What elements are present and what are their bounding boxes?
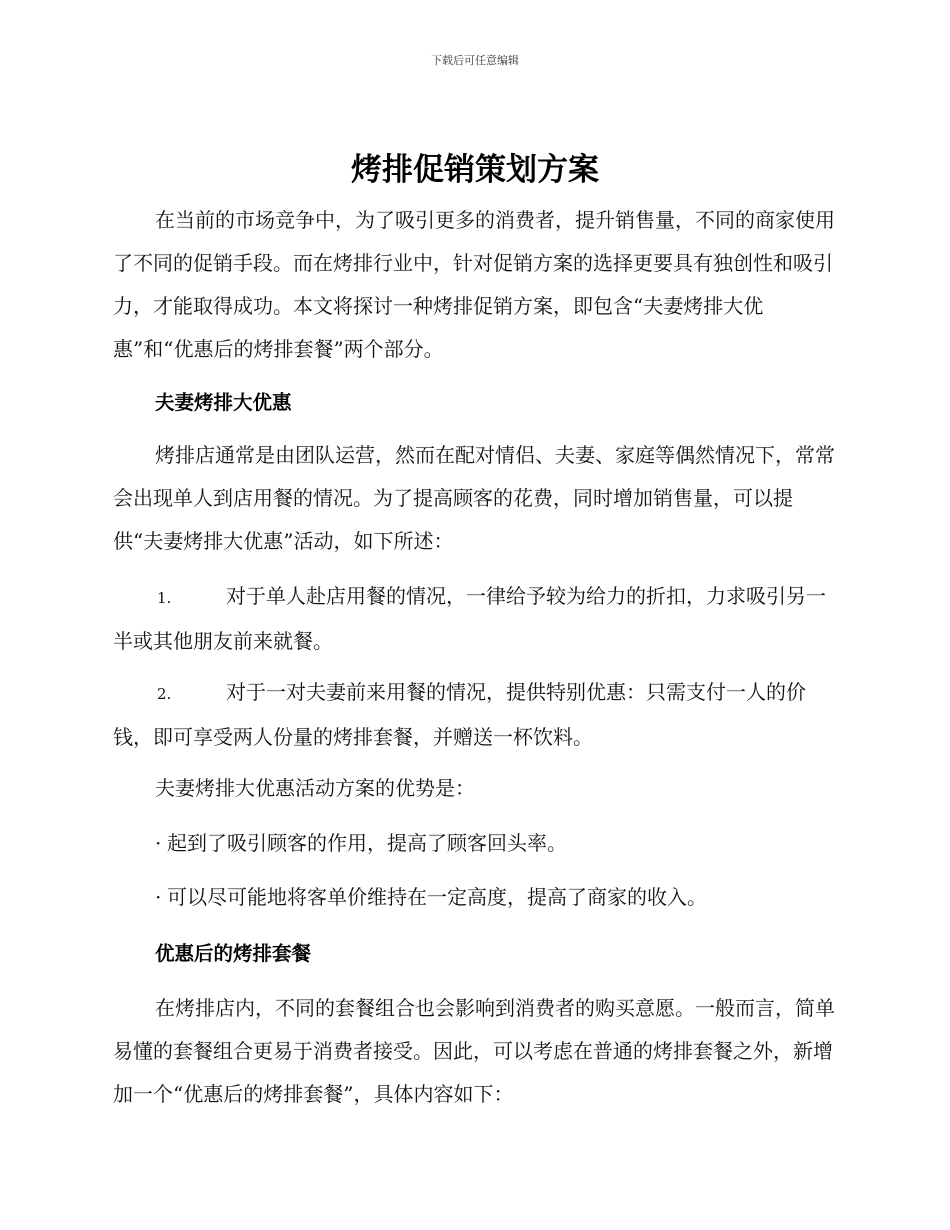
item-number: 2. xyxy=(157,685,172,703)
bullet-text: 起到了吸引顾客的作用，提高了顾客回头率。 xyxy=(167,831,567,855)
bullet-dot: · xyxy=(155,885,162,909)
bullet-text: 可以尽可能地将客单价维持在一定高度，提高了商家的收入。 xyxy=(167,885,707,909)
section1-paragraph: 烤排店通常是由团队运营，然而在配对情侣、夫妻、家庭等偶然情况下，常常会出现单人到店用餐的情况。为了提高顾客的花费，同时增加销售量，可以提供“夫妻烤排大优惠”活动，如下所述： xyxy=(113,443,835,553)
page-header-note: 下载后可任意编辑 xyxy=(431,54,519,67)
section2-paragraph: 在烤排店内，不同的套餐组合也会影响到消费者的购买意愿。一般而言，简单易懂的套餐组合更易于消费者接受。因此，可以考虑在普通的烤排套餐之外，新增加一个“优惠后的烤排套餐”，具体内容如下： xyxy=(113,996,835,1106)
document-title: 烤排促销策划方案 xyxy=(351,152,599,188)
section-heading-couple-discount: 夫妻烤排大优惠 xyxy=(155,391,292,414)
bullet-item xyxy=(155,822,837,865)
numbered-item xyxy=(113,671,837,759)
bullet-item xyxy=(155,876,837,919)
item-number: 1. xyxy=(157,589,172,607)
section-heading-discounted-set: 优惠后的烤排套餐 xyxy=(155,942,312,965)
item-text: 对于单人赴店用餐的情况，一律给予较为给力的折扣，力求吸引另一半或其他朋友前来就餐。 xyxy=(113,584,826,653)
numbered-item xyxy=(113,575,837,663)
advantages-intro: 夫妻烤排大优惠活动方案的优势是： xyxy=(155,776,475,800)
item-text: 对于一对夫妻前来用餐的情况，提供特别优惠：只需支付一人的价钱，即可享受两人份量的烤排套餐，并赠送一杯饮料。 xyxy=(113,680,806,749)
intro-paragraph: 在当前的市场竞争中，为了吸引更多的消费者，提升销售量，不同的商家使用了不同的促销手段。而在烤排行业中，针对促销方案的选择更要具有独创性和吸引力，才能取得成功。本文将探讨一种烤排促销方案，即包含“夫妻烤排大优惠”和“优惠后的烤排套餐”两个部分。 xyxy=(113,208,835,361)
bullet-dot: · xyxy=(155,831,162,855)
